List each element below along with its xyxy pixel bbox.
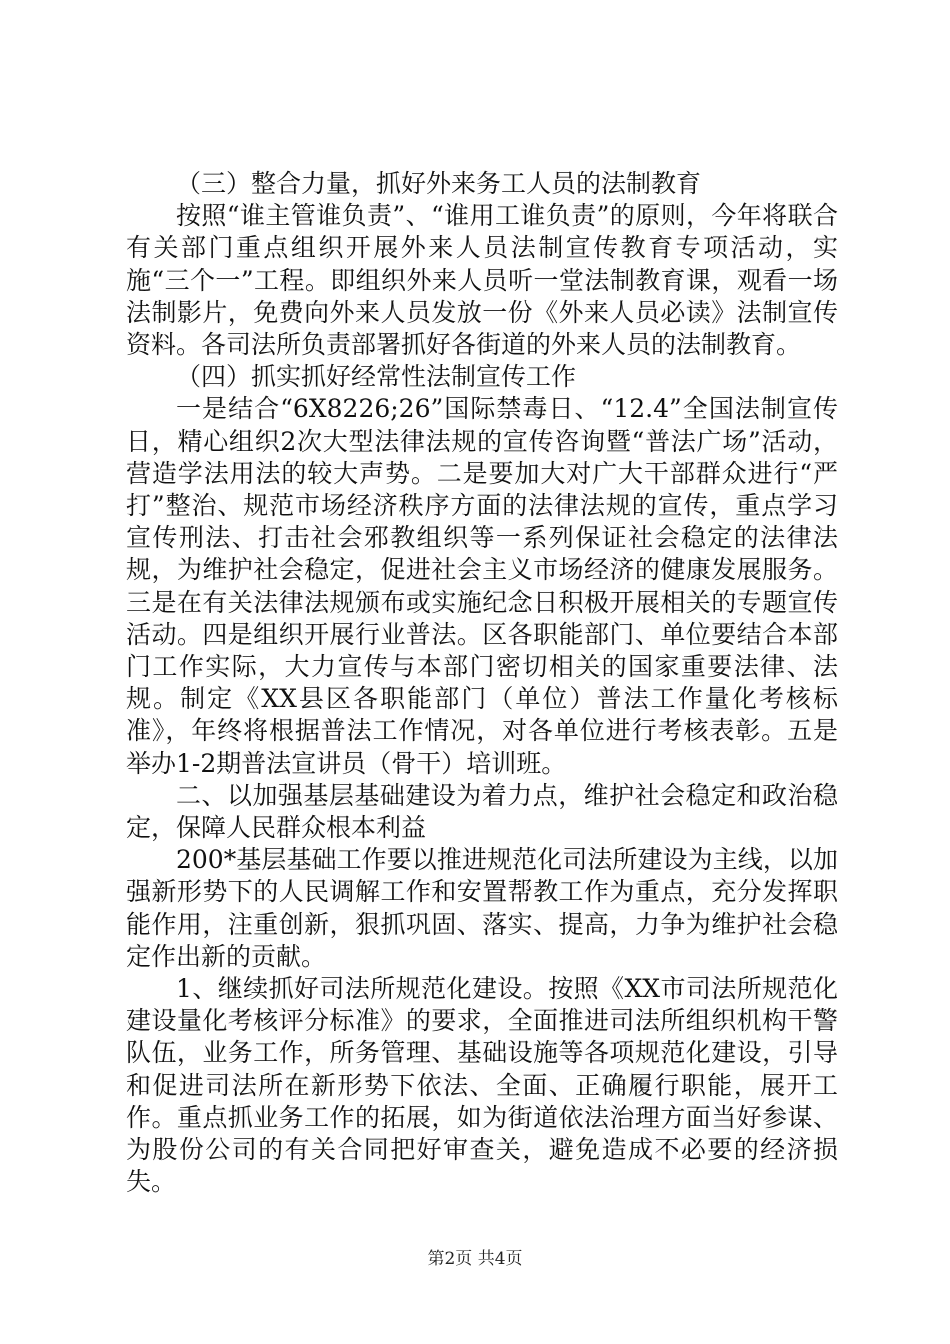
document-body: [126, 168, 838, 1199]
paragraph: 一是结合“6X8226;26”国际禁毒日、“12.4”全国法制宣传日，精心组织2次大型法律法规的宣传咨询暨“普法广场”活动，营造学法用法的较大声势。二是要加大对广大干部群众进行“严打”整治、规范市场经济秩序方面的法律法规的宣传，重点学习宣传刑法、打击社会邪教组织等一系列保证社会稳定的法律法规，为维护社会稳定，促进社会主义市场经济的健康发展服务。三是在有关法律法规颁布或实施纪念日积极开展相关的专题宣传活动。四是组织开展行业普法。区各职能部门、单位要结合本部门工作实际，大力宣传与本部门密切相关的国家重要法律、法规。制定《XX县区各职能部门（单位）普法工作量化考核标准》，年终将根据普法工作情况，对各单位进行考核表彰。五是举办1-2期普法宣讲员（骨干）培训班。: [126, 394, 838, 778]
section-heading-2: 二、以加强基层基础建设为着力点，维护社会稳定和政治稳定，保障人民群众根本利益: [126, 780, 838, 843]
page-number: 第2页 共4页: [427, 1249, 523, 1269]
section-heading-4: （四）抓实抓好经常性法制宣传工作: [176, 362, 577, 392]
paragraph: 1、继续抓好司法所规范化建设。按照《XX市司法所规范化建设量化考核评分标准》的要求，全面推进司法所组织机构干警队伍，业务工作，所务管理、基础设施等各项规范化建设，引导和促进司法所在新形势下依法、全面、正确履行职能，展开工作。重点抓业务工作的拓展，如为街道依法治理方面当好参谋、为股份公司的有关合同把好审查关，避免造成不必要的经济损失。: [126, 974, 838, 1197]
section-heading-3: （三）整合力量，抓好外来务工人员的法制教育: [176, 169, 702, 198]
paragraph: 200*基层基础工作要以推进规范化司法所建设为主线，以加强新形势下的人民调解工作和安置帮教工作为重点，充分发挥职能作用，注重创新，狠抓巩固、落实、提高，力争为维护社会稳定作出新的贡献。: [126, 845, 838, 971]
paragraph: 按照“谁主管谁负责”、“谁用工谁负责”的原则，今年将联合有关部门重点组织开展外来人员法制宣传教育专项活动，实施“三个一”工程。即组织外来人员听一堂法制教育课，观看一场法制影片，免费向外来人员发放一份《外来人员必读》法制宣传资料。各司法所负责部署抓好各街道的外来人员的法制教育。: [126, 201, 838, 360]
